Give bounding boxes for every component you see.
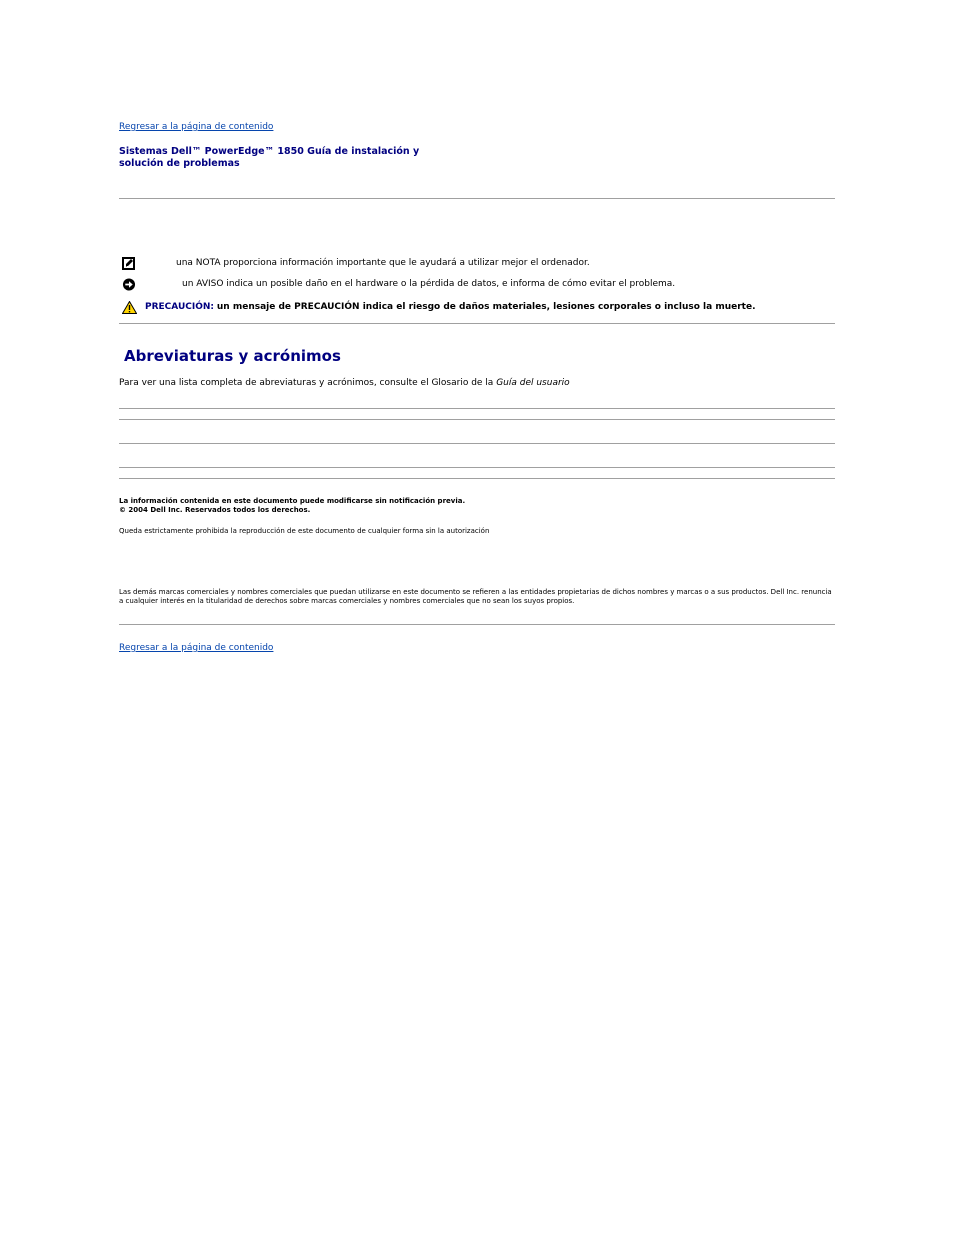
divider (119, 198, 835, 199)
divider (119, 408, 835, 409)
divider (119, 478, 835, 479)
section-intro (119, 378, 570, 388)
back-to-contents-link-top[interactable]: Regresar a la página de contenido (119, 122, 274, 132)
intro-italic: Guía del usuario (496, 378, 570, 388)
intro-text: Para ver una lista completa de abreviaturas y acrónimos, consulte el Glosario de la (119, 378, 497, 388)
caution-text-wrap (145, 301, 756, 313)
legal-notice (119, 497, 465, 514)
caution-label: PRECAUCIÓN: (145, 302, 215, 312)
section-title: Abreviaturas y acrónimos (124, 347, 341, 365)
divider (119, 443, 835, 444)
back-to-contents-link-bottom[interactable]: Regresar a la página de contenido (119, 643, 274, 653)
notice-text: un AVISO indica un posible daño en el hardware o la pérdida de datos, e informa de cómo evitar el problema. (182, 279, 676, 289)
notice-arrow-icon (122, 278, 136, 291)
legal-line-1: La información contenida en este documento puede modificarse sin notificación previa. (119, 497, 466, 505)
divider (119, 419, 835, 420)
divider (119, 624, 835, 625)
caution-text: un mensaje de PRECAUCIÓN indica el riesgo de daños materiales, lesiones corporales o incluso la muerte. (216, 302, 756, 312)
document-title: Sistemas Dell™ PowerEdge™ 1850 Guía de instalación y solución de problemas (119, 146, 420, 169)
reproduction-notice: Queda estrictamente prohibida la reproducción de este documento de cualquier forma sin la autorización (119, 527, 490, 535)
trademarks-notice: Las demás marcas comerciales y nombres comerciales que puedan utilizarse en este documento se refieren a las entidades propietarias de dichos nombres y marcas o a sus productos. Dell Inc. renuncia a cualquier interés en la titularidad de derechos sobre marcas comerciales y nombres comerciales que no sean los suyos propios. (119, 588, 832, 605)
divider (119, 467, 835, 468)
note-pencil-icon (122, 257, 136, 270)
caution-triangle-icon (122, 301, 137, 314)
divider (119, 323, 835, 324)
note-text: una NOTA proporciona información importante que le ayudará a utilizar mejor el ordenador. (176, 258, 590, 268)
legal-line-2: © 2004 Dell Inc. Reservados todos los derechos. (119, 505, 311, 514)
